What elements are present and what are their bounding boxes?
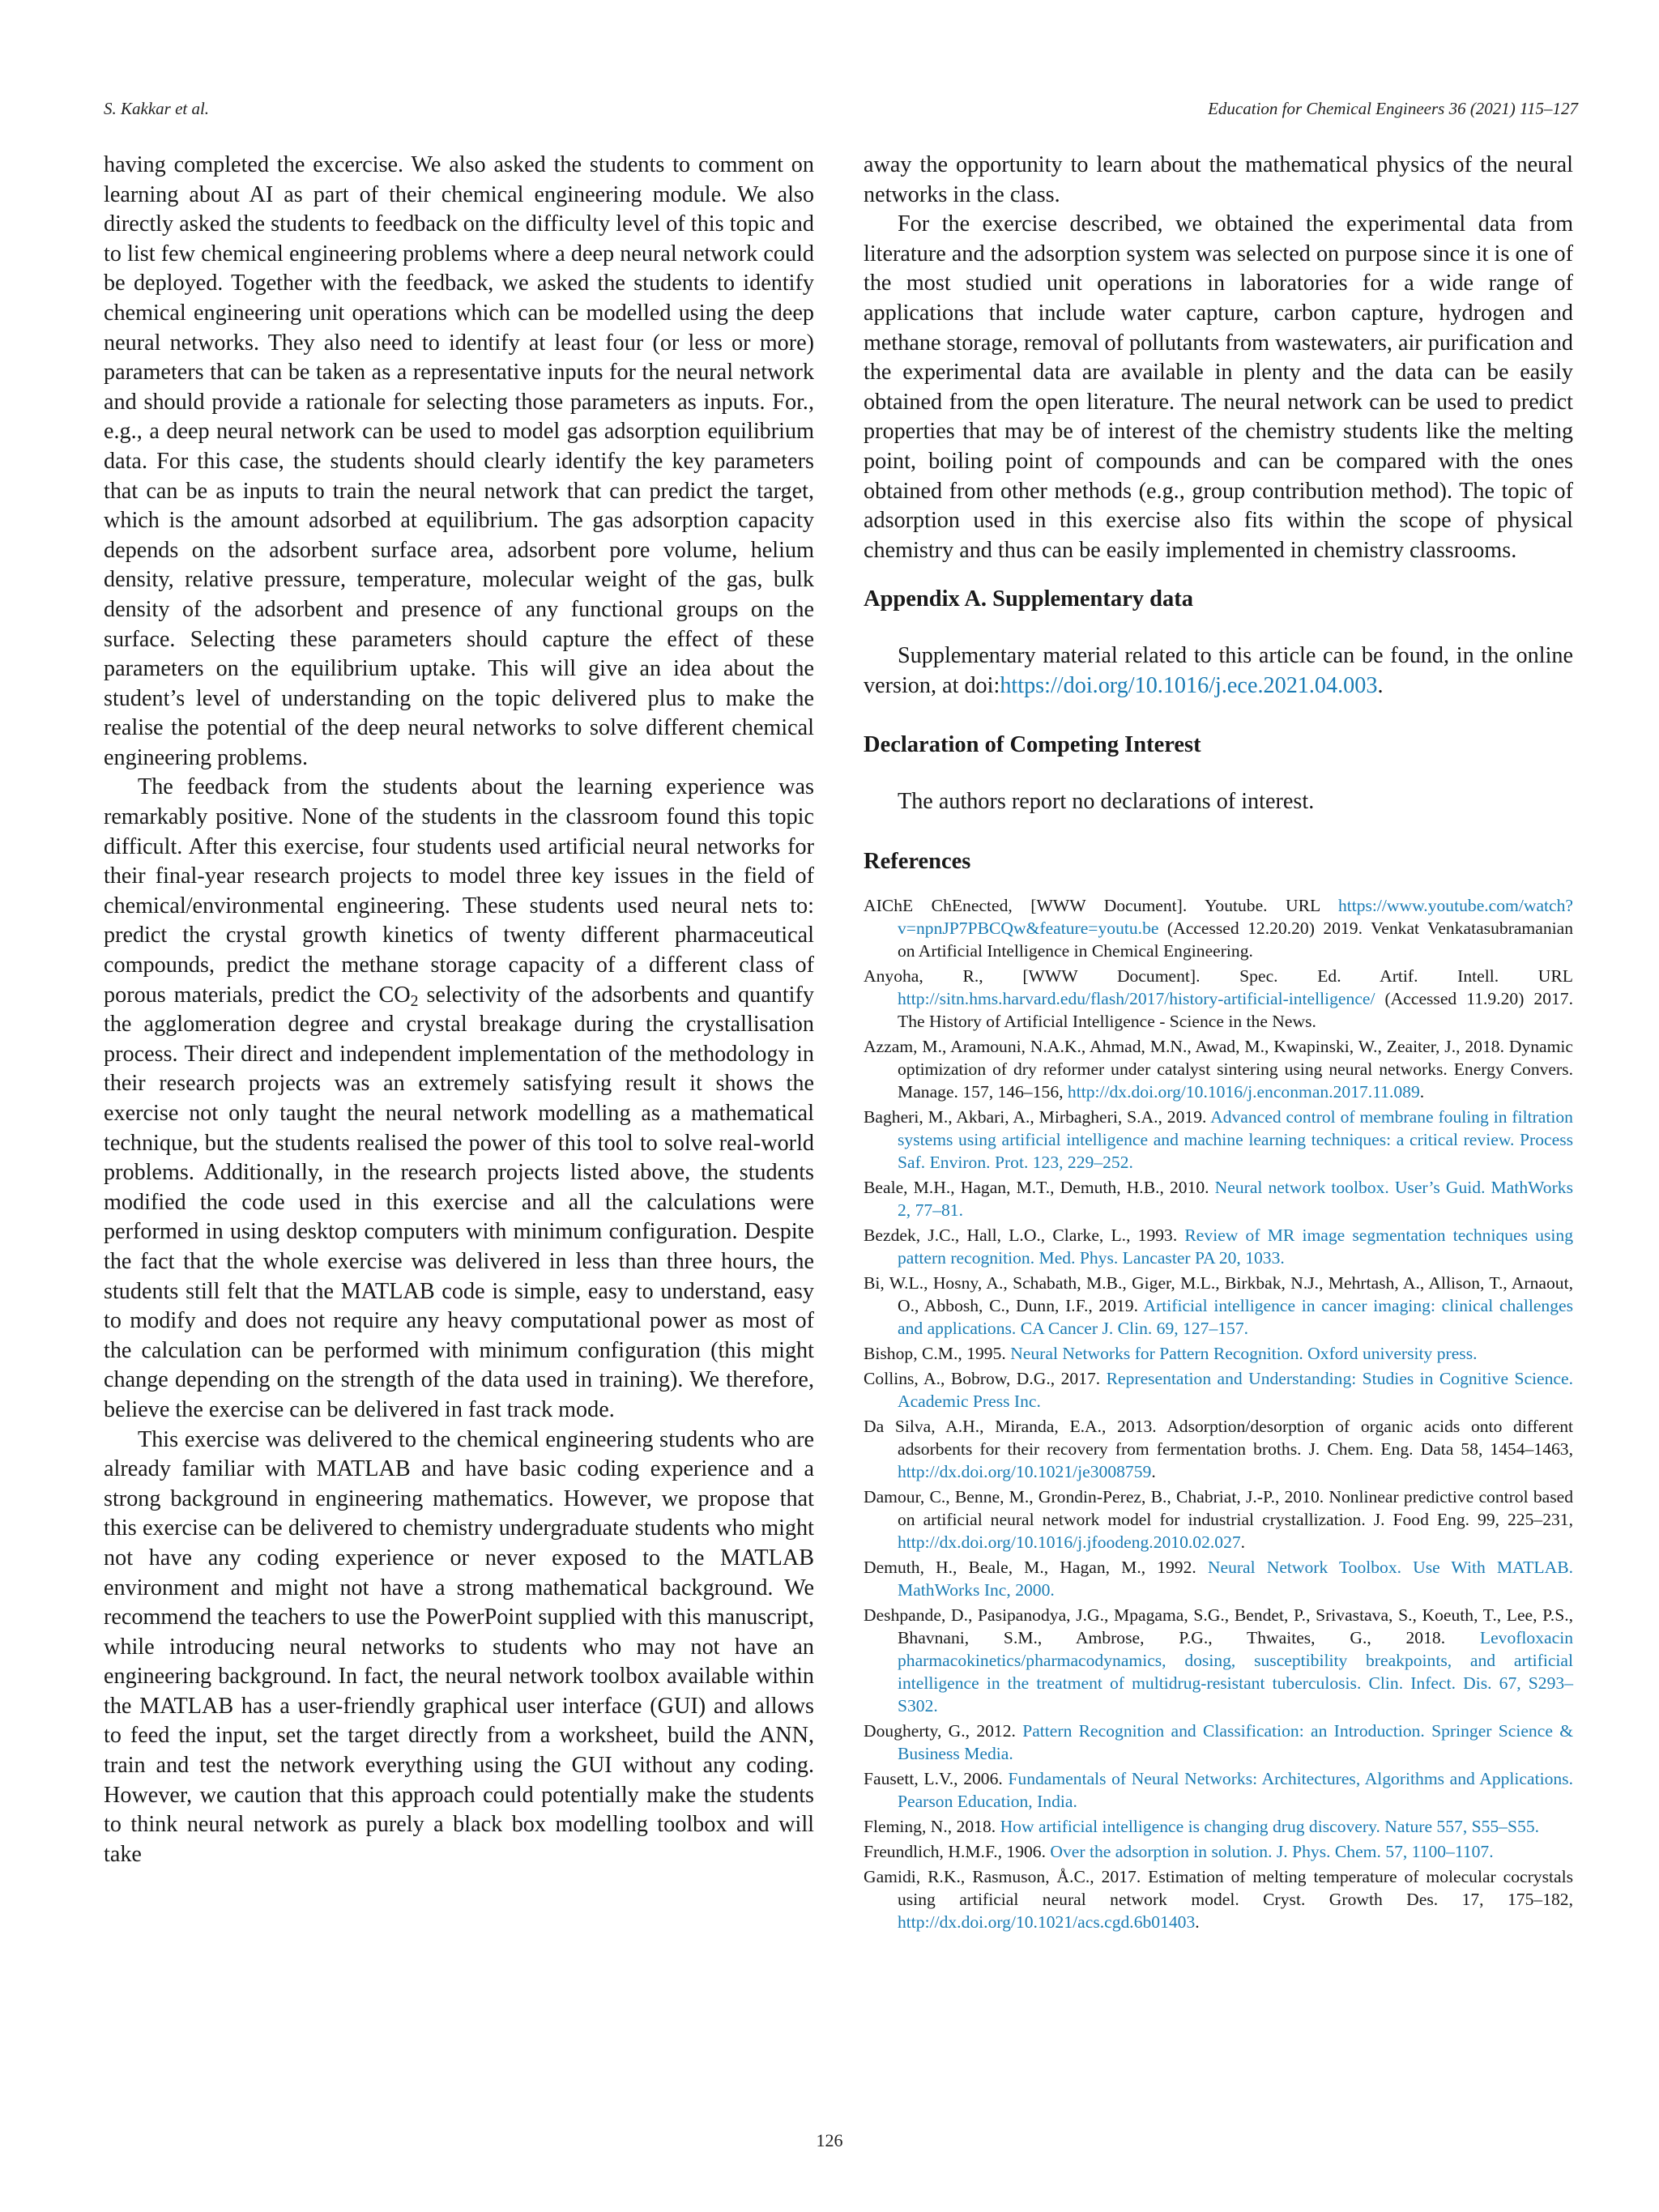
reference-text: Azzam, M., Aramouni, N.A.K., Ahmad, M.N., Awad, M., Kwapinski, W., Zeaiter, J., 2018. Dynamic optimization of dry reformer under catalyst sintering using neural networks. Energy Convers. Manage. 157, 146–156, (864, 1037, 1573, 1102)
reference-link[interactable]: http://dx.doi.org/10.1016/j.enconman.2017.11.089 (1067, 1082, 1420, 1102)
reference-link[interactable]: http://dx.doi.org/10.1016/j.jfoodeng.2010.02.027 (898, 1532, 1241, 1553)
reference-text: Deshpande, D., Pasipanodya, J.G., Mpagama, S.G., Bendet, P., Srivastava, S., Koeuth, T., Lee, P.S., Bhavnani, S.M., Ambrose, P.G., Thwaites, G., 2018. (864, 1605, 1573, 1648)
reference-tail: (Accessed 12.20.20) 2019. Venkat Venkatasubramanian on Artificial Intelligence in Chemical Engineering. (898, 918, 1573, 961)
reference-item (864, 1224, 1573, 1269)
reference-text: Damour, C., Benne, M., Grondin-Perez, B., Chabriat, J.-P., 2010. Nonlinear predictive control based on artificial neural network model for industrial crystallization. J. Food Eng. 99, 225–231, (864, 1487, 1573, 1530)
subscript: 2 (410, 991, 419, 1010)
reference-item (864, 1604, 1573, 1717)
appendix-paragraph (864, 641, 1573, 701)
reference-link[interactable]: Review of MR image segmentation techniques using pattern recognition. Med. Phys. Lancaster PA 20, 1033. (898, 1225, 1573, 1268)
reference-link[interactable]: https://www.youtube.com/watch?v=npnJP7PBCQw&feature=youtu.be (898, 896, 1573, 939)
reference-text: Bi, W.L., Hosny, A., Schabath, M.B., Giger, M.L., Birkbak, N.J., Mehrtash, A., Allison, T., Arnaout, O., Abbosh, C., Dunn, I.F., 2019. (864, 1273, 1573, 1316)
reference-link[interactable]: Fundamentals of Neural Networks: Architectures, Algorithms and Applications. Pearson Education, India. (898, 1769, 1573, 1812)
page-number: 126 (816, 2130, 843, 2150)
reference-text: AIChE ChEnected, [WWW Document]. Youtube. URL (864, 896, 1338, 916)
reference-text: Fleming, N., 2018. (864, 1817, 1000, 1837)
reference-item (864, 965, 1573, 1033)
reference-text: Fausett, L.V., 2006. (864, 1769, 1009, 1789)
reference-item (864, 1865, 1573, 1933)
doi-link[interactable]: https://doi.org/10.1016/j.ece.2021.04.003 (1000, 672, 1378, 698)
paragraph-text: selectivity of the adsorbents and quantify the agglomeration degree and crystal breakage during the crystallisation process. Their direct and independent implementation of the methodology in their research projects was an extremely satisfying result it shows the exercise not only taught the neural network modelling as a mathematical technique, but the students realised the power of this tool to solve real-world problems. Additionally, in the research projects listed above, the students modified the code used in this exercise and all the calculations were performed in using desktop computers with minimum configuration. Despite the fact that the whole exercise was delivered in less than three hours, the students still felt that the MATLAB code is simple, easy to understand, easy to modify and does not require any heavy computational power as most of the calculation can be performed with minimum configuration (this might change depending on the strength of the data used in training). We therefore, believe the exercise can be delivered in fast track mode. (104, 982, 814, 1422)
reference-link[interactable]: How artificial intelligence is changing drug discovery. Nature 557, S55–S55. (1000, 1817, 1540, 1837)
reference-link[interactable]: http://sitn.hms.harvard.edu/flash/2017/history-artificial-intelligence/ (898, 989, 1375, 1009)
reference-item (864, 1815, 1573, 1838)
references-heading: References (864, 849, 971, 875)
reference-link[interactable]: Advanced control of membrane fouling in filtration systems using artificial intelligence and machine learning techniques: a critical review. Process Saf. Environ. Prot. 123, 229–252. (898, 1107, 1573, 1173)
reference-item (864, 894, 1573, 962)
reference-tail: . (1151, 1462, 1156, 1482)
reference-item (864, 1767, 1573, 1813)
paragraph-text: The feedback from the students about the learning experience was remarkably positive. None of the students in the classroom found this topic difficult. After this exercise, four students used artificial neural networks for their final-year research projects to model three key issues in the field of chemical/environmental engineering. These students used neural nets to: predict the crystal growth kinetics of twenty different pharmaceutical compounds, predict the methane storage capacity of a different class of porous materials, predict the CO (104, 774, 814, 1008)
reference-item (864, 1367, 1573, 1413)
reference-text: Gamidi, R.K., Rasmuson, Å.C., 2017. Estimation of melting temperature of molecular cocrystals using artificial neural network model. Cryst. Growth Des. 17, 175–182, (864, 1867, 1573, 1910)
reference-text: Da Silva, A.H., Miranda, E.A., 2013. Adsorption/desorption of organic acids onto different adsorbents for their recovery from fermentation broths. J. Chem. Eng. Data 58, 1454–1463, (864, 1417, 1573, 1460)
body-paragraph: This exercise was delivered to the chemical engineering students who are already familiar with MATLAB and have basic coding experience and a strong background in engineering mathematics. However, we propose that this exercise can be delivered to chemistry undergraduate students who might not have any coding experience or never exposed to the MATLAB environment and might not have a strong mathematical background. We recommend the teachers to use the PowerPoint supplied with this manuscript, while introducing neural networks to students who may not have an engineering background. In fact, the neural network toolbox available within the MATLAB has a user-friendly graphical user interface (GUI) and allows to feed the input, set the target directly from a worksheet, build the ANN, train and test the network everything using the GUI without any coding. However, we caution that this approach could potentially make the students to think neural network as purely a black box modelling toolbox and will take (104, 1426, 814, 1867)
reference-item (864, 1272, 1573, 1340)
reference-item (864, 1106, 1573, 1174)
reference-link[interactable]: Representation and Understanding: Studies in Cognitive Science. Academic Press Inc. (898, 1369, 1573, 1412)
reference-item (864, 1342, 1573, 1365)
reference-item (864, 1840, 1573, 1863)
reference-tail: . (1195, 1912, 1200, 1933)
reference-text: Freundlich, H.M.F., 1906. (864, 1842, 1051, 1862)
declaration-heading: Declaration of Competing Interest (864, 731, 1201, 757)
reference-item (864, 1035, 1573, 1103)
reference-text: Bezdek, J.C., Hall, L.O., Clarke, L., 1993. (864, 1225, 1185, 1246)
body-paragraph: For the exercise described, we obtained the experimental data from literature and the adsorption system was selected on purpose since it is one of the most studied unit operations in laboratories for a wide range of applications that include water capture, carbon capture, hydrogen and methane storage, removal of pollutants from wastewaters, air purification and the experimental data are available in plenty and the data can be easily obtained from the open literature. The neural network can be used to predict properties that may be of interest of the chemistry students like the melting point, boiling point of compounds and can be compared with the ones obtained from other methods (e.g., group contribution method). The topic of adsorption used in this exercise also fits within the scope of physical chemistry and thus can be easily implemented in chemistry classrooms. (864, 211, 1573, 563)
reference-link[interactable]: Levofloxacin pharmacokinetics/pharmacodynamics, dosing, susceptibility breakpoints, and artificial intelligence in the treatment of multidrug-resistant tuberculosis. Clin. Infect. Dis. 67, S293–S302. (898, 1628, 1573, 1716)
body-paragraph: away the opportunity to learn about the mathematical physics of the neural networks in the class. (864, 152, 1573, 207)
reference-item (864, 1556, 1573, 1601)
reference-text: Dougherty, G., 2012. (864, 1721, 1023, 1741)
reference-link[interactable]: Artificial intelligence in cancer imaging: clinical challenges and applications. CA Cancer J. Clin. 69, 127–157. (898, 1296, 1573, 1339)
right-column (864, 151, 1573, 1936)
body-paragraph (104, 773, 814, 1425)
reference-text: Bishop, C.M., 1995. (864, 1344, 1011, 1364)
reference-list (864, 894, 1573, 1933)
reference-item (864, 1720, 1573, 1765)
reference-text: Bagheri, M., Akbari, A., Mirbagheri, S.A., 2019. (864, 1107, 1211, 1127)
reference-link[interactable]: Over the adsorption in solution. J. Phys. Chem. 57, 1100–1107. (1050, 1842, 1494, 1862)
running-header-authors: S. Kakkar et al. (104, 99, 210, 118)
left-column (104, 151, 814, 1869)
running-header-journal: Education for Chemical Engineers 36 (2021) 115–127 (1208, 99, 1578, 118)
reference-text: Demuth, H., Beale, M., Hagan, M., 1992. (864, 1558, 1208, 1578)
reference-link[interactable]: Neural Network Toolbox. Use With MATLAB. MathWorks Inc, 2000. (898, 1558, 1574, 1600)
reference-link[interactable]: http://dx.doi.org/10.1021/acs.cgd.6b01403 (898, 1912, 1196, 1933)
reference-link[interactable]: Neural Networks for Pattern Recognition. Oxford university press. (1010, 1344, 1478, 1364)
reference-item (864, 1415, 1573, 1483)
declaration-paragraph: The authors report no declarations of interest. (898, 788, 1315, 814)
reference-text: Beale, M.H., Hagan, M.T., Demuth, H.B., 2010. (864, 1178, 1215, 1198)
reference-tail: . (1419, 1082, 1425, 1102)
reference-link[interactable]: http://dx.doi.org/10.1021/je3008759 (898, 1462, 1152, 1482)
body-paragraph: having completed the excercise. We also asked the students to comment on learning about AI as part of their chemical engineering module. We also directly asked the students to feedback on the difficulty level of this topic and to list few chemical engineering problems where a deep neural network could be deployed. Together with the feedback, we asked the students to identify chemical engineering unit operations which can be modelled using the deep neural networks. They also need to identify at least four (or less or more) parameters that can be taken as a representative inputs for the neural network and should provide a rationale for selecting those parameters as inputs. For., e.g., a deep neural network can be used to model gas adsorption equilibrium data. For this case, the students should clearly identify the key parameters that can be as inputs to train the neural network that can predict the target, which is the amount adsorbed at equilibrium. The gas adsorption capacity depends on the adsorbent surface area, adsorbent pore volume, helium density, relative pressure, temperature, molecular weight of the gas, bulk density of the adsorbent and presence of any functional groups on the surface. Selecting these parameters should capture the effect of these parameters on the equilibrium uptake. This will give an idea about the student’s level of understanding on the topic delivered plus to make the realise the potential of the deep neural networks to solve different chemical engineering problems. (104, 152, 814, 770)
reference-text: Anyoha, R., [WWW Document]. Spec. Ed. Artif. Intell. URL (864, 966, 1573, 987)
reference-item (864, 1485, 1573, 1554)
reference-tail: (Accessed 11.9.20) 2017. The History of Artificial Intelligence - Science in the News. (898, 989, 1573, 1032)
appendix-text: Supplementary material related to this article can be found, in the online version, at doi: (864, 643, 1573, 698)
appendix-end: . (1377, 672, 1384, 698)
reference-tail: . (1240, 1532, 1246, 1553)
reference-text: Collins, A., Bobrow, D.G., 2017. (864, 1369, 1107, 1389)
appendix-heading: Appendix A. Supplementary data (864, 586, 1194, 612)
reference-link[interactable]: Neural network toolbox. User’s Guid. MathWorks 2, 77–81. (898, 1178, 1573, 1221)
reference-item (864, 1176, 1573, 1221)
reference-link[interactable]: Pattern Recognition and Classification: an Introduction. Springer Science & Business Media. (898, 1721, 1573, 1764)
